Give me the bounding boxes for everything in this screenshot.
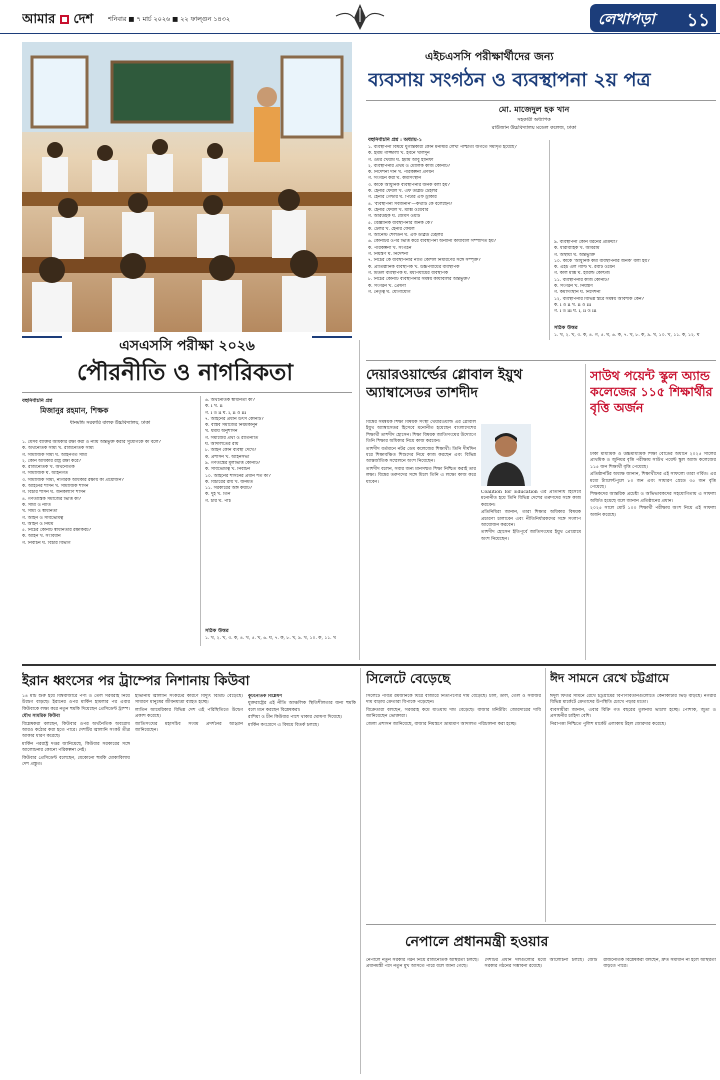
- page-number: ১১: [686, 10, 710, 31]
- ssc-answers: ১. খ, ২. খ, ৩. ক, ৪. খ, ৫. খ, ৬. ঘ, ৭. ক, ৮. খ, ৯. খ, ১০. ক, ১১. খ: [205, 636, 336, 641]
- award-body: [366, 420, 476, 660]
- ssc-column-divider: [200, 396, 201, 646]
- hsc-q-line: গ. আর্নেস্ট শেলডন ঘ. এফ ডব্লিউ টেইলর: [368, 233, 443, 239]
- hsc-q-line: ক. সংগঠন খ. নিয়ন্ত্রণ: [554, 284, 593, 290]
- hsc-q-line: ৭. নিচের কে ব্যবস্থাপনার নীতি কৌশল নির্ধারণের সঙ্গে সম্পৃক্ত?: [368, 258, 481, 264]
- hsc-answers-title: সঠিক উত্তর: [554, 325, 578, 331]
- award-paragraph: বিশ্বের সমন্বয়ক শিক্ষা বিষয়ক সংস্থা থেয়ারওয়ার্ল্ড এর গ্লোবাল ইয়ুথ অ্যাম্বাসেডর হিসেবে মনোনীত হয়েছেন বাংলাদেশের শিক্ষার্থী তাশদীদ হোসেন। শিক্ষা বিষয়ক জাতিসংঘের উদ্যোগে তিনি শিক্ষার অধিকার নিয়ে কাজ করবেন।: [366, 420, 476, 445]
- award-paragraph: Coalition for Education এর প্রতিনিধি হিসেবে মনোনীত হয়ে তিনি বিভিন্ন দেশের তরুণদের সঙ্গে কাজ করবেন।: [481, 490, 581, 508]
- section-banner: [590, 4, 716, 32]
- bottom-divider-1: [360, 668, 361, 1074]
- iran-paragraph: রাশিয়া ও চীন কিউবার পাশে থাকার ঘোষণা দিয়েছে।: [248, 715, 343, 721]
- hsc-q-line: ১. ব্যবস্থাপনা বিষয়ে যুগান্তকারী কোন মনীষীর লেখা পাশ্চাত্য জগতে সমাদৃত হয়েছে?: [368, 145, 517, 150]
- ssc-q-line: ঘ. আইন ও নিয়ম: [22, 521, 54, 527]
- nepal-title: নেপালে প্রধানমন্ত্রী হওয়ার: [405, 934, 549, 950]
- main-column-divider: [359, 340, 360, 660]
- iran-paragraph: ১৪ মার্চ শুরু হয়ে বিশ্ববাজারে পণ্য ও তেল সরবরাহ নিয়ে উদ্বেগ বাড়ছে। ইরানের ওপর মার্কিন হামলার পর এবার কিউবাকে লক্ষ্য করে নতুন হুমকি দিয়েছেন প্রেসিডেন্ট ট্রাম্প।: [22, 694, 130, 712]
- sylhet-paragraph: জেলা প্রশাসন জানিয়েছে, বাজার নিয়ন্ত্রণে ভ্রাম্যমাণ আদালত পরিচালনা করা হচ্ছে।: [366, 721, 517, 727]
- hsc-q-line: গ. নেতৃত্ব ঘ. যোগাযোগ: [368, 289, 411, 295]
- scholarship-paragraph: শিক্ষকদের আন্তরিক প্রচেষ্টা ও অভিভাবকদের সহযোগিতায় এ সাফল্য অর্জিত হয়েছে বলে জানান প্রতিষ্ঠানের প্রধান।: [590, 492, 716, 504]
- hsc-q-line: ক. হেনরি ফেয়ল খ. ম্যাক্স ওয়েবার: [368, 207, 429, 213]
- hsc-q-line: গ. কার্ল মার্ক্স ঘ. হ্যারল্ড কোন্টজ: [554, 271, 610, 277]
- award-paragraph: প্রতিনিধিরা জানান, তারা শিক্ষার অধিকার বিষয়ক প্রচারণা চালাবেন এবং নীতিনির্ধারকদের সঙ্গে সংলাপ আয়োজন করবেন।: [481, 510, 581, 529]
- ssc-q-line: ৮. আইন কোন ব্যবস্থা দেখে?: [205, 448, 257, 454]
- ssc-q-line: গ. সামাজিক ঘ. আইনগত: [22, 471, 69, 477]
- ssc-q-line: ক. অর্থনৈতিক সাম্য খ. রাজনৈতিক সাম্য: [22, 446, 94, 452]
- award-paragraph: তাশদীদ বর্তমানে নটর ডেম কলেজের শিক্ষার্থী। তিনি দীর্ঘদিন ধরে শিক্ষাবঞ্চিত শিশুদের নিয়ে কাজ করছেন এবং বিভিন্ন আন্তর্জাতিক সম্মেলনে অংশ নিয়েছেন।: [366, 446, 476, 465]
- award-title: দেয়ারওয়ার্ল্ডের গ্লোবাল ইয়ুথ অ্যাম্বাসেডর তাশদীদ: [366, 367, 523, 401]
- hsc-q-line: ক. ধারাবাহিক খ. অবিরাম: [554, 246, 600, 252]
- ssc-answers-title: সঠিক উত্তর: [205, 628, 229, 634]
- masthead: [0, 0, 720, 34]
- hsc-designation: সহকারী অধ্যাপক: [517, 117, 551, 123]
- hsc-q-line: ৫. বৈজ্ঞানিক ব্যবস্থাপনার জনক কে?: [368, 220, 433, 226]
- nepal-paragraph: রাজনৈতিক বিশ্লেষকরা বলছেন, দ্রুত সমাধান না হলে অস্থিরতা বাড়তে পারে।: [603, 958, 716, 970]
- iran-paragraph: যুক্তরাষ্ট্রের এই নীতি আঞ্চলিক স্থিতিশীলতার জন্য হুমকি বলে মনে করছেন বিশ্লেষকরা।: [248, 701, 356, 713]
- ssc-author: মিজানুর রহমান, শিক্ষক: [40, 406, 109, 415]
- hsc-q-line: ১২. ব্যবস্থাপনার বিভিন্ন স্তরে সমন্বয় আবশ্যক কেন?: [554, 296, 644, 302]
- hsc-title: ব্যবসায় সংগঠন ও ব্যবস্থাপনা ২য় পত্র: [368, 69, 651, 91]
- hsc-q-line: ১১. ব্যবস্থাপনার কাজ কোনটি?: [554, 277, 610, 283]
- hsc-section-label: বহুনির্বাচনি প্রশ্ন : অধ্যায়-১: [368, 137, 422, 143]
- hsc-q-line: গ. আরউইক ঘ. জেমস ওয়াট: [368, 214, 421, 220]
- iran-paragraph: বিশ্লেষকরা বলছেন, কিউবার ওপর অর্থনৈতিক অবরোধ আরও কঠোর করা হতে পারে। দেশটির জ্বালানি সংকট তীব্র আকার ধারণ করেছে।: [22, 721, 130, 740]
- ssc-section-label: বহুনির্বাচনি প্রশ্ন: [22, 398, 53, 404]
- ssc-q-line: ক. সার্বভৌমত্ব খ. নির্বাচন: [205, 467, 251, 473]
- iran-paragraph: জাতিসংঘের মহাসচিব সংযম প্রদর্শনের আহ্বান জানিয়েছেন।: [135, 721, 243, 734]
- ssc-q-line: ক. দুই খ. তিন: [205, 492, 231, 498]
- hsc-q-line: ক. হেনরি ফেয়ল খ. এফ ডব্লিউ টেইলর: [368, 189, 438, 195]
- ssc-q-line: ঘ. আদালতের রায়: [205, 442, 239, 448]
- ssc-q-line: খ. ধর্মীয় অনুশাসন: [205, 429, 238, 435]
- ssc-q-line: ৬. অর্থনৈতিক স্বাধীনতা কী?: [205, 398, 255, 403]
- ssc-q-line: ক. আইনের শাসন খ. সামাজিক শাসন: [22, 484, 89, 490]
- ssc-title: পৌরনীতি ও নাগরিকতা: [77, 359, 293, 386]
- right-block-rule: [366, 360, 716, 361]
- iran-title: ইরান ধ্বংসের পর ট্রাম্পের নিশানায় কিউবা: [22, 673, 250, 689]
- hsc-q-line: ক. সংগঠন খ. প্রেষণা: [368, 283, 406, 289]
- iran-subhead: কূটনৈতিক বিশ্লেষণ: [248, 694, 282, 699]
- nepal-paragraph: নেপালে নতুন সরকার গঠন নিয়ে রাজনৈতিক অস্থিরতা চলছে। প্রধানমন্ত্রী পদে নতুন মুখ আসতে পারে বলে জানা গেছে।: [366, 958, 479, 970]
- ssc-q-line: ক. i খ. ii: [205, 404, 223, 410]
- brand-name-b: দেশ: [73, 12, 94, 27]
- hsc-q-line: ৯. ব্যবস্থাপনা কোন ধরনের প্রক্রিয়া?: [554, 240, 618, 245]
- iran-body-col1: [22, 694, 130, 1074]
- iran-body-col2: [135, 694, 243, 1074]
- iran-paragraph: হাভানায় জ্বালানি সংকটের কারণে বিদ্যুৎ বিভ্রাট বেড়েছে। সাধারণ মানুষের জীবনযাত্রা ব্যাহত হচ্ছে।: [135, 694, 243, 706]
- hsc-q-line: গ. কর্মীসংস্থান ঘ. নির্দেশনা: [554, 290, 601, 296]
- ssc-q-line: খ. সাম্য ও স্বাধীনতা: [22, 509, 58, 515]
- ssc-q-line: গ. নির্বাচন ঘ. বিচার বিভাগ: [22, 540, 71, 546]
- section-title: লেখাপড়া: [598, 10, 655, 28]
- hsc-kicker: এইচএসসি পরীক্ষার্থীদের জন্য: [425, 50, 554, 63]
- ssc-q-line: ক. বাস্তব সমাজের নিয়মকানুন: [205, 423, 258, 429]
- ssc-q-line: ৪. গণতান্ত্রিক সমাজের ভিত্তি কী?: [22, 496, 82, 502]
- iran-subhead: যৌথ সামরিক কিউবা: [22, 714, 60, 720]
- hsc-q-line: ক. এইচ এল গ্যান্ট খ. রবার্ট ওয়েন: [554, 265, 615, 271]
- scholarship-paragraph: ২০২৫ সালে মোট ১০০ শিক্ষার্থী পরীক্ষায় অংশ নিয়ে এই সাফল্য অর্জন করেছে।: [590, 506, 716, 518]
- ssc-q-line: ক. সাম্য ও নীতি: [22, 502, 51, 508]
- ssc-q-line: গ. বিচার শাসন ঘ. জনকল্যাণ শাসন: [22, 490, 86, 496]
- ssc-q-line: ১১. সরকারের অঙ্গ কয়টি?: [205, 486, 253, 492]
- brand-square-icon: [60, 15, 69, 24]
- hsc-q-line: গ. অস্থায়ী ঘ. অন্তর্ভুক্তি: [554, 252, 596, 258]
- ssc-questions-col2: [205, 398, 351, 623]
- classroom-illustration: [22, 42, 352, 332]
- hsc-questions-col1: [368, 145, 546, 297]
- ssc-q-line: ক. বিচারের রায় খ. জনমত: [205, 479, 253, 485]
- sylhet-title: সিলেটে বেড়েছে: [366, 672, 451, 687]
- hsc-institution: রাউজান উচ্চবিদ্যালয় মডেল কলেজ, ঢাকা: [491, 125, 577, 131]
- award-body-col2: [481, 490, 581, 660]
- ssc-q-line: ৩. সামাজিক সাম্য, নাগরিক অধিকার রক্ষায় কী প্রয়োজন?: [22, 477, 124, 483]
- ssc-q-line: গ. i ও ii ঘ. i, ii ও iii: [205, 410, 247, 416]
- ssc-q-line: গ. সামাজিক সাম্য ঘ. আইনগত সাম্য: [22, 452, 88, 458]
- hsc-q-line: ২. ব্যবস্থাপনার প্রথম ও মৌলিক কাজ কোনটি?: [368, 163, 451, 169]
- ssc-q-line: গ. আইন ও সার্বভৌমত্ব: [22, 515, 64, 521]
- hsc-q-line: ক. নির্দেশনা দান খ. পরিকল্পনা প্রণয়ন: [368, 170, 434, 176]
- eid-paragraph: ঈদুল ফিতর সামনে রেখে চট্টগ্রামের বিপণিবিতানগুলোতে কেনাকাটার ভিড় বাড়ছে। নগরীর বিভিন্ন মার্কেটে ক্রেতাদের উপস্থিতি চোখে পড়ার মতো।: [550, 694, 716, 706]
- iran-body-col3: [248, 694, 356, 1074]
- bottom-divider-2: [545, 668, 546, 922]
- hsc-q-line: গ. i ও iii ঘ. i, ii ও iii: [554, 309, 597, 315]
- iran-paragraph: মার্কিন পররাষ্ট্র দপ্তর জানিয়েছে, কিউবার সরকারের সঙ্গে আলোচনার কোনো পরিকল্পনা নেই।: [22, 741, 130, 754]
- ssc-q-line: ৫. নিচের কোনটি স্বাধীনতার রক্ষাকবচ?: [22, 528, 92, 534]
- ssc-title-rule: [22, 392, 352, 393]
- eid-paragraph: ব্যবসায়ীরা জানান, এবার বিক্রি গত বছরের তুলনায় ভালো হচ্ছে। পোশাক, জুতা ও প্রসাধনীর চাহিদা বেশি।: [550, 707, 716, 720]
- scholarship-body: [590, 452, 716, 660]
- hsc-title-rule: [366, 100, 716, 101]
- hsc-q-line: ক. পরিকল্পনা খ. সংগঠন: [368, 245, 412, 251]
- nepal-rule: [366, 924, 716, 925]
- hsc-q-line: ৬. কোনটির ওপর ভিত্তি করে ব্যবস্থাপনা অন্যান্য কার্যাবলি সম্পাদিত হয়?: [368, 239, 497, 245]
- ssc-questions-col1: [22, 440, 197, 622]
- iran-paragraph: মার্কিন কংগ্রেসে এ বিষয়ে বিতর্ক চলছে।: [248, 722, 319, 728]
- hsc-q-line: ১০. কাকে 'আধুনিক কর্মী ব্যবস্থাপনার জনক' বলা হয়?: [554, 258, 650, 264]
- bottom-section-rule: [22, 664, 716, 666]
- ssc-q-line: ১. যেসব ব্যক্তির অধিকার রক্ষা করা ও ন্যায় অন্তর্ভুক্ত করার সুযোগকে কী বলে?: [22, 440, 161, 445]
- hsc-q-line: ক. প্রাতিষ্ঠানিক ব্যবস্থাপক খ. উচ্চপর্যায়ের ব্যবস্থাপক: [368, 264, 460, 270]
- hsc-q-line: গ. মিডল ব্যবস্থাপক ঘ. মধ্যপর্যায়ের ব্যবস্থাপক: [368, 270, 449, 276]
- hsc-q-line: ৩. কাকে আধুনিক ব্যবস্থাপনার জনক বলা হয়?: [368, 182, 450, 188]
- award-scholarship-divider: [585, 364, 586, 660]
- ssc-q-line: গ. সমাজের প্রথা ও রীতিনীতি: [205, 435, 259, 441]
- ssc-q-line: ৯. গণতন্ত্রের মূলভিত্তি কোনটি?: [205, 460, 261, 466]
- ssc-institution: ধানমন্ডি সরকারি বালক উচ্চবিদ্যালয়, ঢাকা: [69, 421, 151, 426]
- ssc-kicker: এসএসসি পরীক্ষা ২০২৬: [62, 334, 312, 354]
- sylhet-paragraph: বিক্রেতারা বলছেন, সরবরাহ কমে যাওয়ায় দাম বেড়েছে। বাজার মনিটরিং জোরদারের দাবি জানিয়েছেন ভোক্তারা।: [366, 707, 541, 720]
- hsc-q-line: গ. ওমর খৈয়াম ঘ. ইমাম আবু হানিফা: [368, 157, 434, 163]
- sylhet-paragraph: সিলেটে পবিত্র রমজানকে ঘিরে বাজারে নিত্যপণ্যের দাম বেড়েছে। চাল, ডাল, তেল ও সবজির দাম বাড়ায় ক্রেতারা বিপাকে পড়েছেন।: [366, 694, 541, 706]
- nepal-body: [366, 958, 716, 1074]
- hsc-q-line: গ. নিয়ন্ত্রণ ঘ. নির্দেশনা: [368, 252, 409, 258]
- eid-paragraph: নিরাপত্তা নিশ্চিতে পুলিশ মার্কেট এলাকায় টহল জোরদার করেছে।: [550, 721, 667, 727]
- hsc-q-line: গ. সংগঠন করা ঘ. কর্মীসংস্থান: [368, 176, 422, 182]
- award-paragraph: তাশদীদ বলেন, সবার জন্য মানসম্মত শিক্ষা নিশ্চিত করাই তার লক্ষ্য। বিশ্বের তরুণদের সঙ্গে মিলে তিনি এ লক্ষ্যে কাজ করে যাবেন।: [366, 466, 476, 485]
- issue-date: শনিবার ■ ৭ মার্চ ২০২৬ ■ ২২ ফাল্গুন ১৪৩২: [108, 15, 230, 23]
- hsc-answers: ১. খ, ২. খ, ৩. ক, ৪. গ, ৫. ঘ, ৬. ক, ৭. খ, ৮. ক, ৯. খ, ১০. খ, ১১. ক, ১২. ঘ: [554, 333, 700, 338]
- hsc-author: মো. মাজেদুল হক খান: [498, 104, 570, 114]
- ssc-q-line: ক. রাজনৈতিক খ. অর্থনৈতিক: [22, 465, 75, 471]
- ssc-q-line: গ. চার ঘ. পাঁচ: [205, 498, 231, 504]
- ssc-q-line: ক. প্রশাসন খ. আইনসভা: [205, 454, 250, 460]
- award-portrait: [481, 424, 531, 486]
- iran-paragraph: লাতিন আমেরিকার বিভিন্ন দেশ এই পরিস্থিতিতে উদ্বেগ প্রকাশ করেছে।: [135, 707, 243, 720]
- hsc-q-line: ক. টেলর খ. হেনরি ফেয়ল: [368, 226, 415, 232]
- hsc-q-line: ৪. 'ব্যবস্থাপনা সর্বজনীন'—কথাটি কে বলেছেন?: [368, 201, 453, 207]
- nepal-paragraph: দেশটির প্রধান দলগুলোর মধ্যে আলোচনা চলছে। জোট সরকার গঠনের সম্ভাবনা রয়েছে।: [484, 958, 598, 970]
- hsc-q-line: ক. i ও ii খ. ii ও iii: [554, 302, 592, 308]
- sylhet-body: [366, 694, 541, 914]
- iran-paragraph: কিউবার প্রেসিডেন্ট বলেছেন, যেকোনো হুমকি মোকাবিলায় দেশ প্রস্তুত।: [22, 755, 130, 768]
- scholarship-title: সাউথ পয়েন্ট স্কুল অ্যান্ড কলেজের ১১৫ শিক্ষার্থীর বৃত্তি অর্জন: [590, 368, 713, 415]
- hsc-q-line: গ. হেনরি গেন্টার ঘ. পিটার এফ ড্রাকার: [368, 195, 437, 201]
- eid-title: ঈদ সামনে রেখে চট্টগ্রামে: [550, 671, 669, 685]
- scholarship-paragraph: ঢাকা মাধ্যমিক ও উচ্চমাধ্যমিক শিক্ষা বোর্ডের অধীনে ২০২৫ সালের প্রাথমিক ও জুনিয়র বৃত্তি পরীক্ষায় সাউথ পয়েন্ট স্কুল অ্যান্ড কলেজের ১১৫ জন শিক্ষার্থী বৃত্তি পেয়েছে।: [590, 452, 716, 470]
- ssc-q-line: ক. আইন খ. সংবিধান: [22, 534, 61, 540]
- ssc-q-line: ১০. আইনের শাসনের প্রধান শর্ত কী?: [205, 473, 271, 479]
- ssc-q-line: ৭. আইনের প্রধান উৎস কোনটি?: [205, 416, 264, 422]
- ssc-q-line: ২. কোন অধিকার রাষ্ট্র রক্ষা করে?: [22, 458, 82, 464]
- hsc-q-line: ৮. নিচের কোনটি ব্যবস্থাপনার সমন্বয় কার্যাবলির অন্তর্ভুক্ত?: [368, 277, 471, 283]
- award-paragraph: তাশদীদ হোসেন ইতিপূর্বে জাতিসংঘের ইয়ুথ প্রোগ্রামে অংশ নিয়েছেন।: [481, 530, 581, 542]
- hsc-questions-col2: [554, 240, 716, 320]
- hsc-column-divider: [549, 140, 550, 340]
- scholarship-paragraph: প্রতিষ্ঠানটির অধ্যক্ষ জানান, শিক্ষার্থীদের এই সাফল্যে তারা গর্বিত। এর মধ্যে ট্যালেন্টপুলে ৮০ জন এবং সাধারণ গ্রেডে ৩৫ জন বৃত্তি পেয়েছে।: [590, 472, 716, 491]
- pen-icon: [330, 2, 390, 32]
- eid-body: [550, 694, 716, 914]
- brand-name-a: আমার: [22, 12, 56, 27]
- hsc-q-line: ক. ইমাম গাজ্জালী খ. ইবনে খালদুন: [368, 151, 430, 157]
- header-rule: [0, 33, 720, 34]
